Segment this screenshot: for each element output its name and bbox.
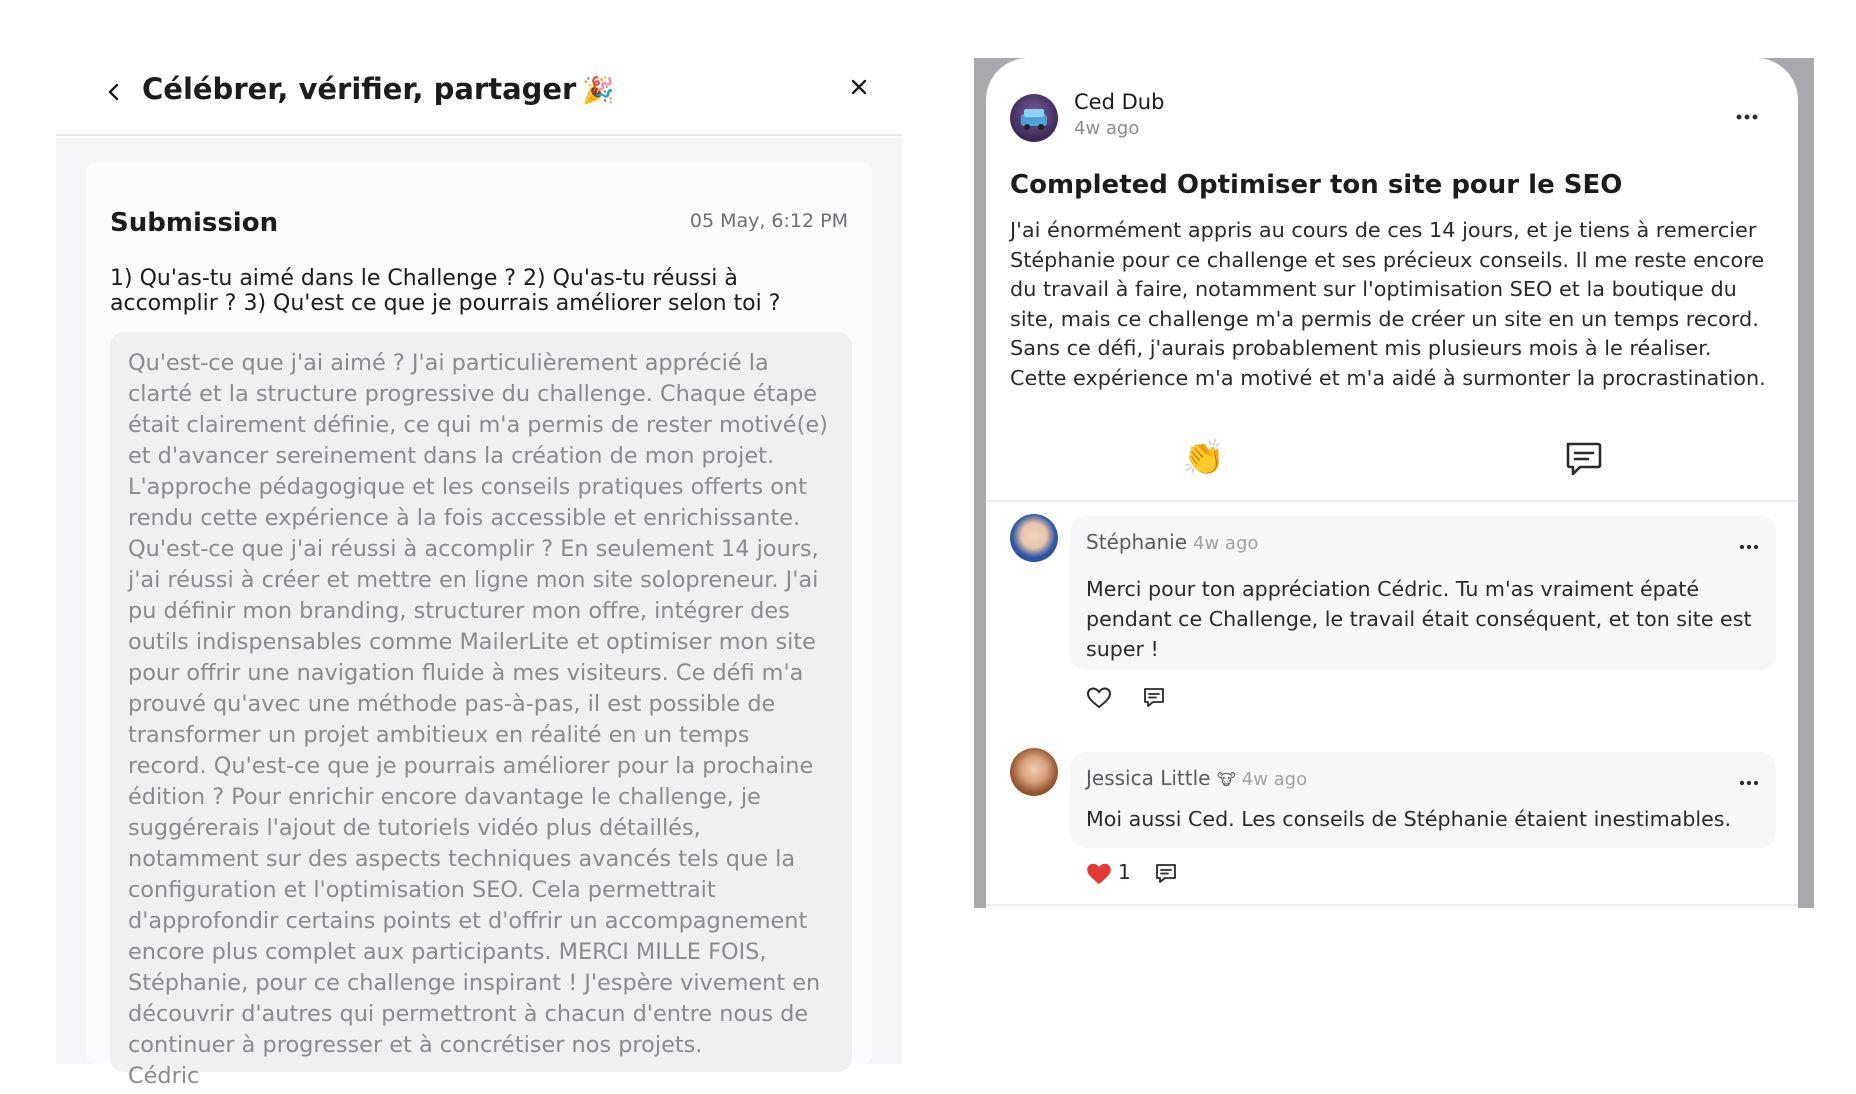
submission-heading: Submission — [110, 208, 279, 238]
close-icon[interactable] — [846, 74, 872, 100]
clap-icon[interactable]: 👏 — [1182, 438, 1226, 478]
comment-text: Moi aussi Ced. Les conseils de Stéphanie étaient inestimables. — [1086, 807, 1732, 831]
post-title: Completed Optimiser ton site pour le SEO — [1010, 170, 1623, 200]
panel-title — [142, 72, 615, 106]
submission-card — [86, 162, 872, 1089]
post-body: J'ai énormément appris au cours de ces 14 jours, et je tiens à remercier Stéphanie pour ce challenge et ses précieux conseils. Il me reste encore du travail à faire, notamment sur l'optimisation SEO et la boutique du site, mais ce challenge m'a permis de créer un site en un temps record. Sans ce défi, j'aurais probablement mis plusieurs mois à le réaliser. Cette expérience m'a motivé et m'a aidé à surmonter la procrastination. — [1010, 218, 1766, 390]
comment-author — [1086, 766, 1307, 790]
comment-author — [1086, 530, 1258, 554]
more-icon[interactable] — [1734, 110, 1760, 124]
comment-icon[interactable] — [1562, 438, 1604, 480]
like-count: 1 — [1118, 860, 1131, 884]
comment-author-name[interactable]: Jessica Little — [1086, 766, 1211, 790]
chevron-left-icon[interactable] — [100, 78, 128, 106]
heart-icon[interactable] — [1086, 686, 1112, 710]
comment-text: Merci pour ton appréciation Cédric. Tu m'as vraiment épaté pendant ce Challenge, le travail était conséquent, et ton site est super ! — [1086, 577, 1752, 661]
submission-date: 05 May, 6:12 PM — [689, 210, 848, 232]
post-card — [986, 58, 1798, 908]
author-avatar-image — [1010, 94, 1058, 142]
author-avatar[interactable] — [1010, 94, 1058, 142]
cow-icon: 🐮 — [1216, 770, 1236, 789]
post-divider — [986, 500, 1798, 502]
comments-divider — [986, 904, 1798, 906]
panel-body — [56, 138, 902, 1089]
panel-title-text: Célébrer, vérifier, partager — [142, 72, 577, 106]
panel-header — [56, 40, 902, 136]
submission-panel — [56, 40, 902, 1089]
author-name[interactable]: Ced Dub — [1074, 90, 1165, 114]
comment-bubble — [1070, 516, 1776, 670]
reply-icon[interactable] — [1142, 686, 1166, 710]
submission-question: 1) Qu'as-tu aimé dans le Challenge ? 2) Qu'as-tu réussi à accomplir ? 3) Qu'est ce que je pourrais améliorer selon toi ? — [110, 266, 781, 316]
comment-bubble — [1070, 752, 1776, 848]
comment-author-name[interactable]: Stéphanie — [1086, 530, 1188, 554]
comment-avatar[interactable] — [1010, 514, 1058, 562]
submission-answer: Qu'est-ce que j'ai aimé ? J'ai particulièrement apprécié la clarté et la structure progressive du challenge. Chaque étape était clairement définie, ce qui m'a permis de rester motivé(e) et d'avancer sereinement dans la création de mon projet. L'approche pédagogique et les conseils pratiques offerts ont rendu cette expérience à la fois accessible et enrichissante. Qu'est-ce que j'ai réussi à accomplir ? En seulement 14 jours, j'ai réussi à créer et mettre en ligne mon site solopreneur. J'ai pu définir mon branding, structurer mon offre, intégrer des outils indispensables comme MailerLite et optimiser mon site pour offrir une navigation fluide à mes visiteurs. Ce défi m'a prouvé qu'avec une méthode pas-à-pas, il est possible de transformer un projet ambitieux en réalité en un temps record. Qu'est-ce que je pourrais améliorer pour la prochaine édition ? Pour enrichir encore davantage le challenge, je suggérerais l'ajout de tutoriels vidéo plus détaillés, notamment sur des aspects techniques avancés tels que la configuration et l'optimisation SEO. Cela permettrait d'approfondir certains points et d'offrir un accompagnement encore plus complet aux participants. MERCI MILLE FOIS, Stéphanie, pour ce challenge inspirant ! J'espère vivement en découvrir d'autres qui permettront à chacun d'entre nous de continuer à progresser et à concrétiser nos projets. Cédric — [110, 332, 852, 1072]
comment-time: 4w ago — [1241, 769, 1308, 790]
reply-icon[interactable] — [1154, 862, 1178, 886]
more-icon[interactable] — [1738, 542, 1760, 552]
more-icon[interactable] — [1738, 778, 1760, 788]
party-popper-icon: 🎉 — [582, 76, 615, 106]
post-time: 4w ago — [1074, 118, 1140, 139]
comment-avatar[interactable] — [1010, 748, 1058, 796]
comment-time: 4w ago — [1193, 533, 1259, 554]
heart-filled-icon[interactable] — [1086, 862, 1112, 886]
